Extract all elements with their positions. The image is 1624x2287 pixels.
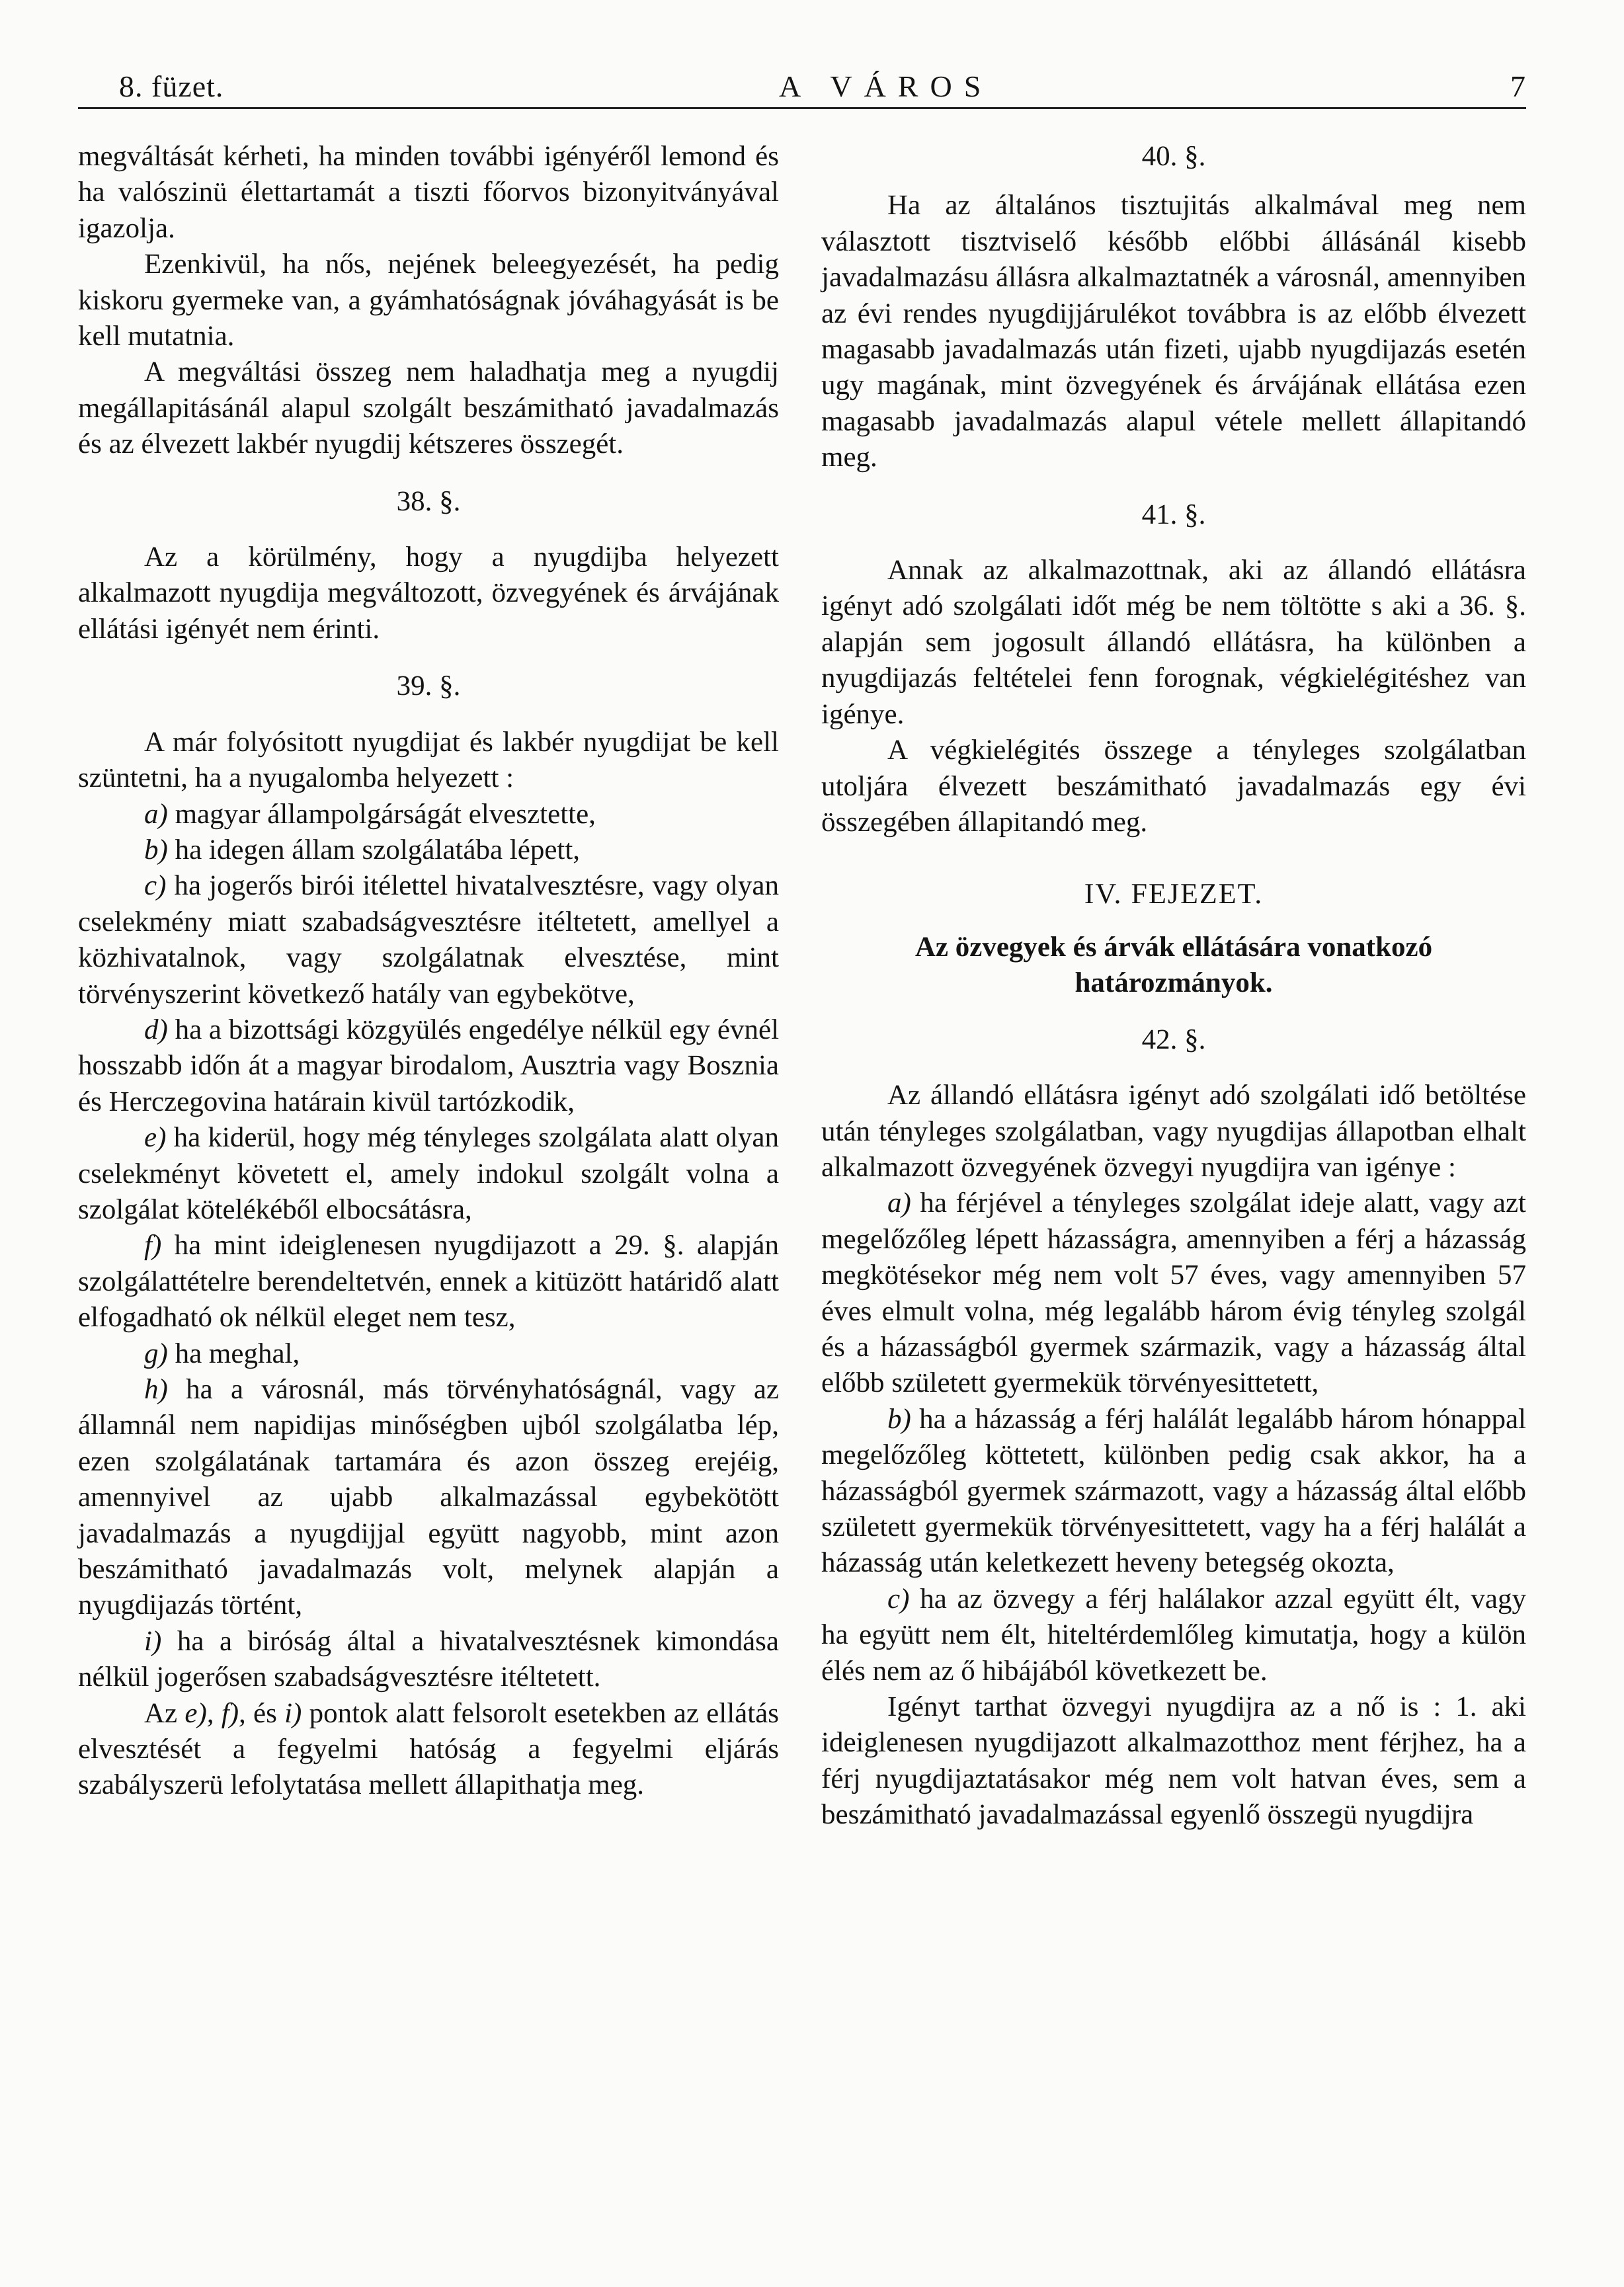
closing-text: és [245, 1697, 285, 1729]
item-label: f) [144, 1230, 162, 1262]
chapter-title: IV. FEJEZET. [1084, 877, 1264, 910]
closing-paragraph [78, 1696, 779, 1804]
item-text: ha jogerős birói itélettel hivatalvesztésre, vagy olyan cselekmény miatt szabadságvesztésre itéltetett, amellyel a közhivatalnok, vagy szolgálatnak elvesztése, mint törvényszerint következő hatály van egybekötve, [78, 870, 779, 1010]
section-heading-41: 41. §. [1141, 499, 1206, 530]
list-item [821, 1185, 1526, 1401]
list-item [78, 832, 779, 868]
list-item [78, 1012, 779, 1120]
item-label: d) [144, 1014, 168, 1045]
item-label: g) [144, 1338, 168, 1369]
list-item [821, 1402, 1526, 1582]
item-label: c) [144, 870, 167, 902]
paragraph: Igényt tarthat özvegyi nyugdijra az a nő is : 1. aki ideiglenesen nyugdijazott alkalmazotthoz ment férjhez, ha a férj nyugdijaztatásakor még nem volt hatvan éves, sem a beszámitható javadalmazással egyenlő összegü nyugdijra [821, 1691, 1526, 1831]
item-text: ha az özvegy a férj halálakor azzal együtt élt, vagy ha együtt nem élt, hiteltérdemlőleg kimutatja, hogy a külön élés nem az ő hibájából következett be. [821, 1583, 1526, 1687]
closing-text: Az [144, 1697, 185, 1729]
list-item [78, 868, 779, 1012]
journal-title: A VÁROS [779, 69, 993, 103]
paragraph: A már folyósitott nyugdijat és lakbér nyugdijat be kell szüntetni, ha a nyugalomba helyezett : [78, 726, 779, 794]
item-text: ha a biróság által a hivatalvesztésnek kimondása nélkül jogerősen szabadságvesztésre itéltetett. [78, 1625, 779, 1693]
item-label: i) [284, 1697, 302, 1729]
paragraph: Ezenkivül, ha nős, nejének beleegyezését, ha pedig kiskoru gyermeke van, a gyámhatóságnak jóváhagyását is be kell mutatnia. [78, 249, 779, 352]
item-label: h) [144, 1374, 168, 1405]
item-text: ha a városnál, más törvényhatóságnál, vagy az államnál nem napidijas minőségben ujból szolgálatba lép, ezen szolgálatának tartamára és azon összeg erejéig, amennyivel az ujabb alkalmazással egybekötött javadalmazás a nyugdijjal együtt nagyobb, mint azon beszámitható javadalmazás volt, melynek alapján a nyugdijazás történt, [78, 1374, 779, 1621]
paragraph: megváltását kérheti, ha minden további igényéről lemond és ha valószinü élettartamát a tiszti főorvos bizonyitványával igazolja. [78, 141, 779, 244]
list-item [78, 1120, 779, 1228]
list-item [78, 1372, 779, 1624]
item-label: e), f), [184, 1697, 246, 1729]
item-label: a) [887, 1187, 911, 1219]
list-item [78, 1624, 779, 1696]
item-text: ha a bizottsági közgyülés engedélye nélkül egy évnél hosszabb időn át a magyar birodalom, Ausztria vagy Bosznia és Herczegovina határain kivül tartózkodik, [78, 1014, 780, 1117]
item-label: i) [144, 1625, 162, 1657]
left-column [78, 139, 779, 1804]
issue-label: 8. füzet. [119, 69, 224, 103]
paragraph: Az a körülmény, hogy a nyugdijba helyezett alkalmazott nyugdija megváltozott, özvegyének és árvájának ellátási igényét nem érinti. [78, 542, 779, 645]
item-text: ha férjével a tényleges szolgálat ideje alatt, vagy azt megelőzőleg lépett házasságra, amennyiben a férj a házasság megkötésekor még nem volt 57 éves, vagy amennyiben 57 éves elmult volna, még legalább három évig tényleg szolgál és a házasságból gyermek származik, vagy a házasság által előbb született gyermekük törvényesittetett, [821, 1187, 1526, 1399]
item-label: a) [144, 798, 168, 830]
item-label: e) [144, 1122, 167, 1154]
item-label: b) [887, 1403, 911, 1435]
closing-text: pontok alatt felsorolt esetekben az ellátás elvesztését a fegyelmi hatóság a fegyelmi eljárás szabályszerü lefolytatása mellett állapithatja meg. [78, 1697, 780, 1801]
item-text: ha mint ideiglenesen nyugdijazott a 29. §. alapján szolgálattételre berendeltetvén, ennek a kitüzött határidő alatt elfogadható ok nélkül eleget nem tesz, [78, 1230, 779, 1334]
paragraph: Az állandó ellátásra igényt adó szolgálati idő betöltése után tényleges szolgálatban, vagy nyugdijas állapotban elhalt alkalmazott özvegyének özvegyi nyugdijra van igénye : [821, 1080, 1526, 1183]
section-heading-38: 38. §. [396, 485, 461, 517]
list-item [78, 797, 779, 832]
item-text: ha kiderül, hogy még tényleges szolgálata alatt olyan cselekményt követett el, amely indokul szolgált volna a szolgálat kötelékéből elbocsátásra, [78, 1122, 779, 1225]
item-label: c) [887, 1583, 910, 1615]
list-item [78, 1228, 779, 1336]
section-heading-39: 39. §. [396, 670, 461, 702]
chapter-subtitle: Az özvegyek és árvák ellátására vonatkozó határozmányok. [914, 931, 1433, 998]
section-heading-40: 40. §. [1141, 141, 1206, 172]
right-column [821, 139, 1526, 1833]
item-text: ha a házasság a férj halálát legalább három hónappal megelőzőleg köttetett, különben pedig csak akkor, ha a házasságból gyermek származott, vagy a házasság által előbb született gyermekük törvényesittetett, vagy ha a férj halálát a házasság után keletkezett heveny betegség okozta, [821, 1403, 1526, 1579]
list-item [78, 1336, 779, 1372]
paragraph: A végkielégités összege a tényleges szolgálatban utoljára élvezett beszámitható javadalmazás egy évi összegében állapitandó meg. [821, 735, 1526, 838]
paragraph: Ha az általános tisztujitás alkalmával meg nem választott tisztviselő később előbbi állásánál kisebb javadalmazásu állásra alkalmaztatnék a városnál, amennyiben az évi rendes nyugdijjárulékot továbbra is az előbb élvezett magasabb javadalmazás után fizeti, ujabb nyugdijazás esetén ugy magának, mint özvegyének és árvájának ellátása ezen magasabb javadalmazás alapul vétele mellett állapitandó meg. [821, 190, 1526, 473]
section-heading-42: 42. §. [1141, 1023, 1206, 1055]
paragraph: Annak az alkalmazottnak, aki az állandó ellátásra igényt adó szolgálati időt még be nem töltötte s aki a 36. §. alapján sem jogosult állandó ellátásra, ha különben a nyugdijazás feltételei fenn forognak, végkielégitéshez van igénye. [821, 555, 1526, 730]
item-label: b) [144, 834, 168, 865]
paragraph: A megváltási összeg nem haladhatja meg a nyugdij megállapitásánál alapul szolgált beszámitható javadalmazás és az élvezett lakbér nyugdij kétszeres összegét. [78, 356, 779, 460]
page-number: 7 [1510, 69, 1526, 103]
item-text: ha meghal, [167, 1338, 300, 1369]
item-text: ha idegen állam szolgálatába lépett, [167, 834, 581, 865]
item-text: magyar állampolgárságát elvesztette, [167, 798, 596, 830]
page-header [78, 61, 1526, 109]
list-item [821, 1582, 1526, 1689]
